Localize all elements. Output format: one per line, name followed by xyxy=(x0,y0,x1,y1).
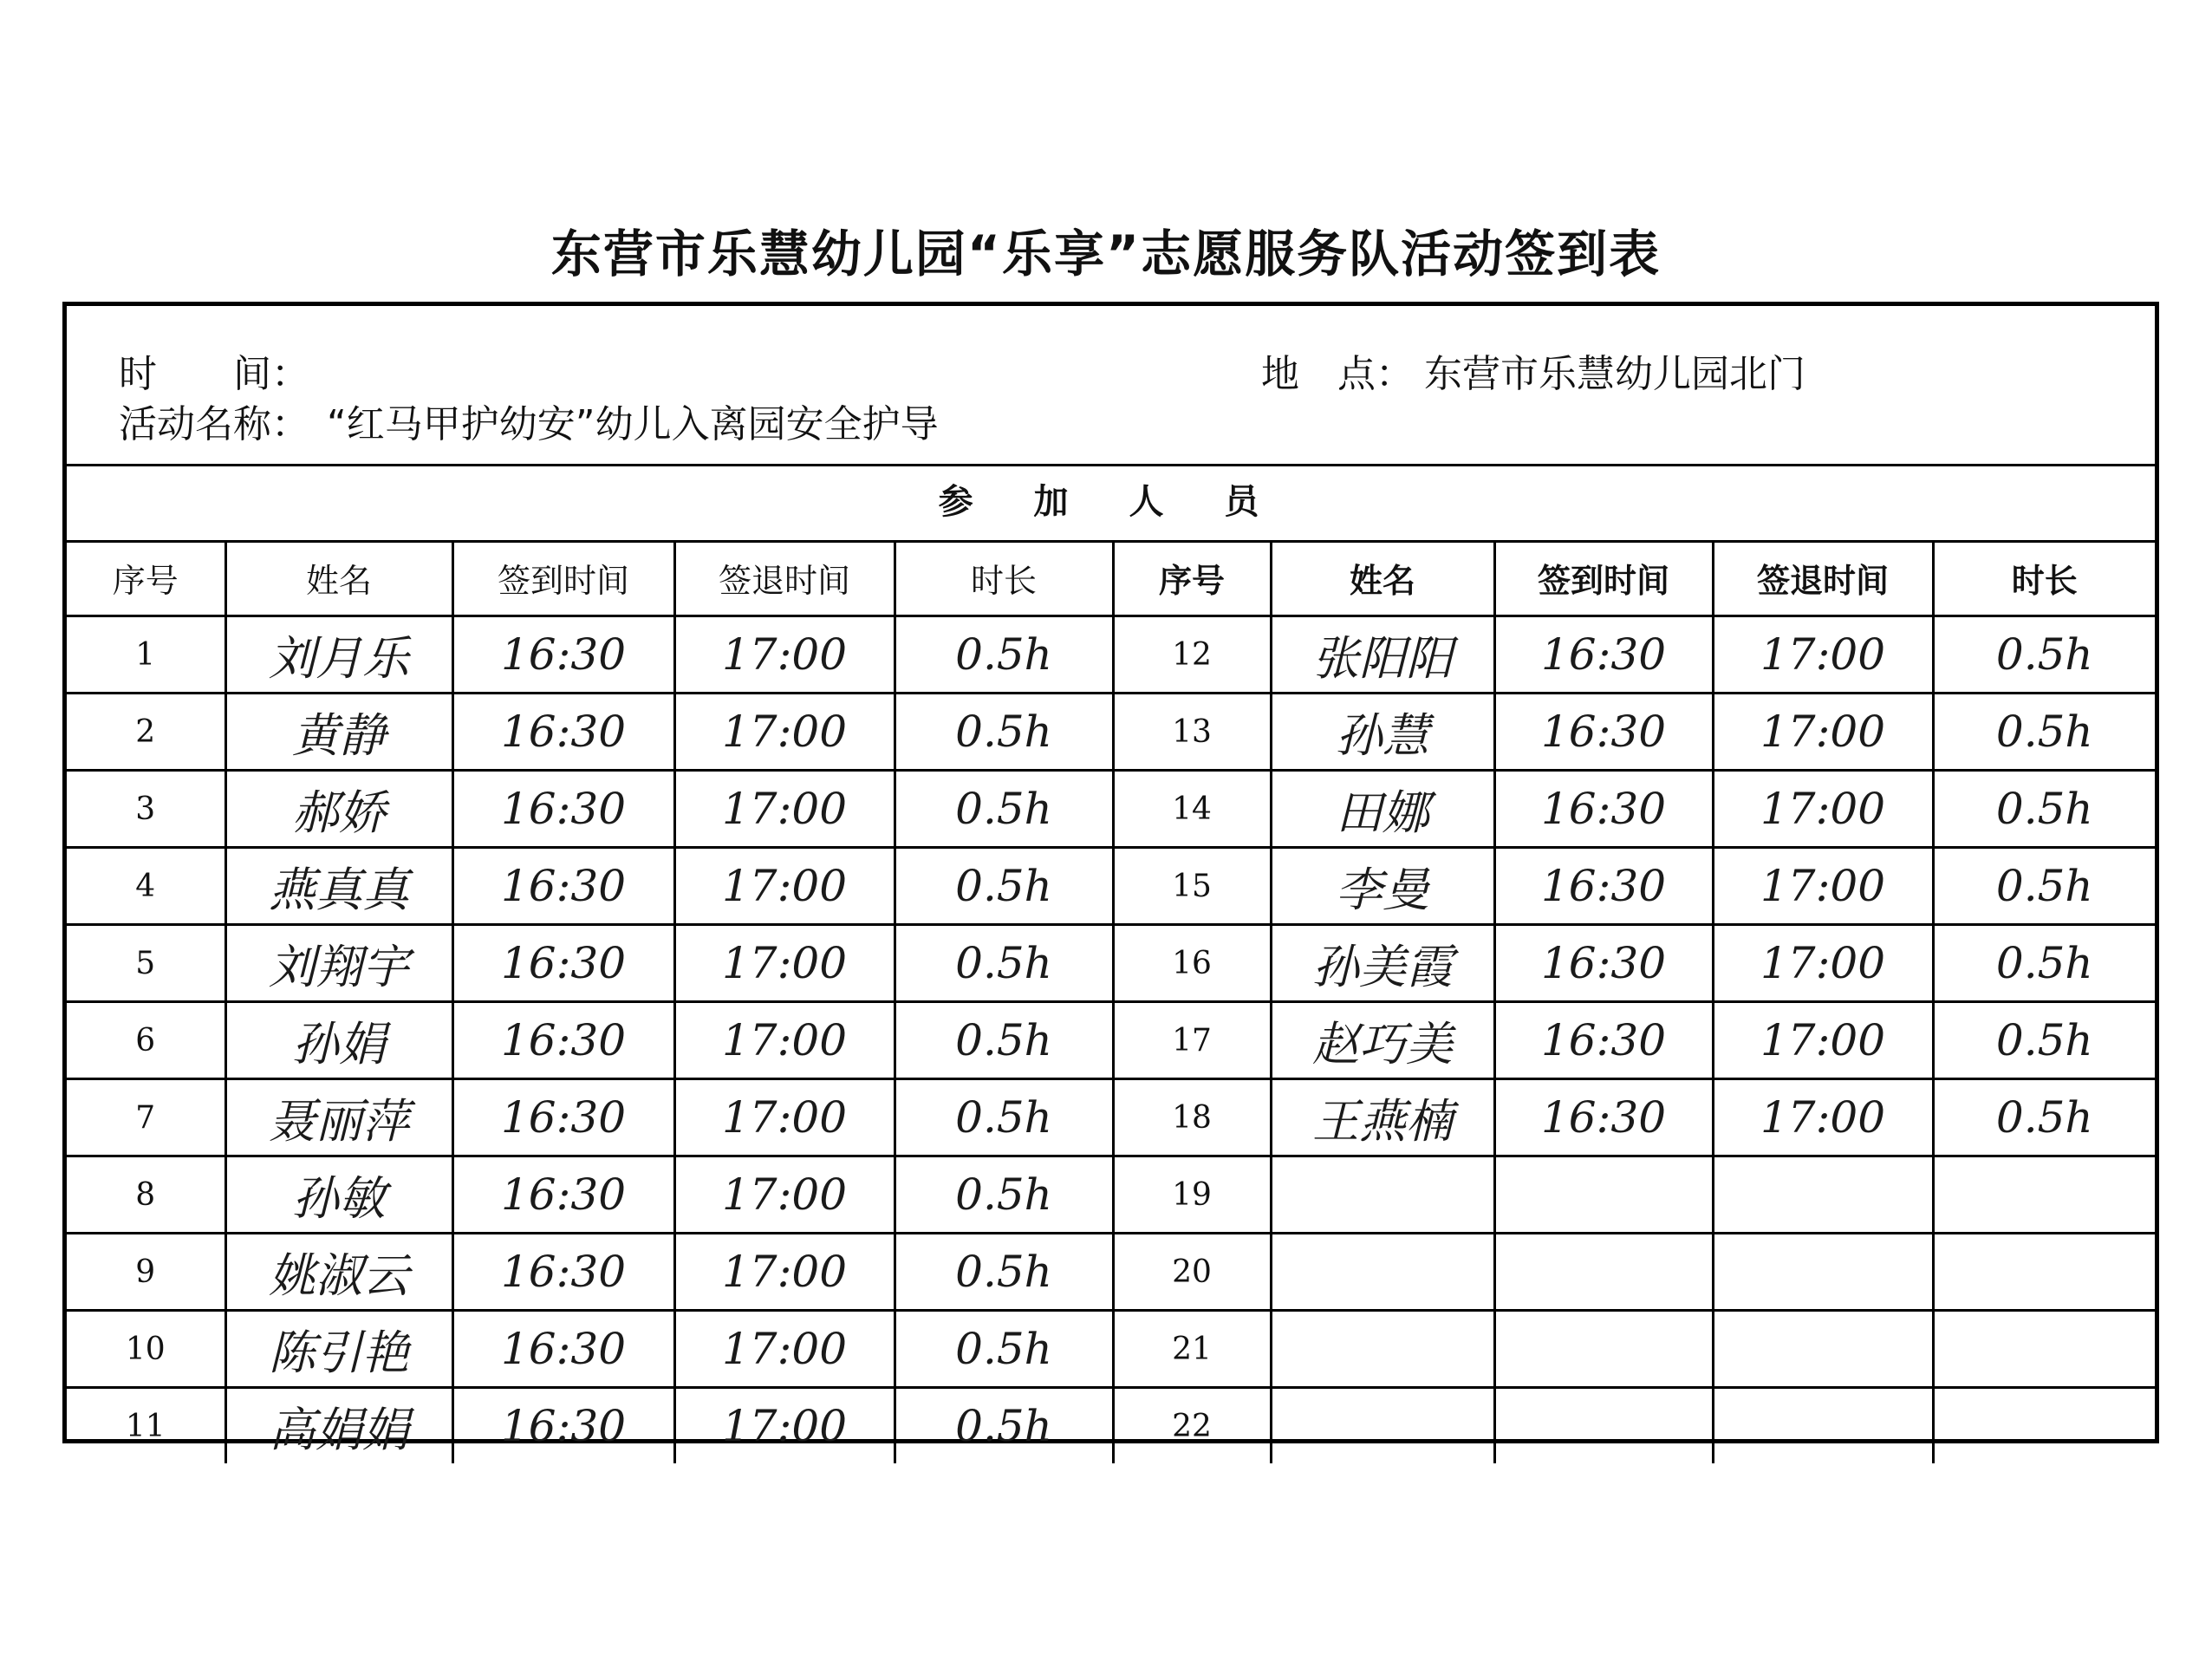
index-cell: 4 xyxy=(67,848,225,925)
index-cell-right: 22 xyxy=(1113,1388,1271,1464)
checkout-cell: 17:00 xyxy=(674,616,895,694)
name-cell-right: 王燕楠 xyxy=(1271,1079,1494,1156)
duration-cell: 0.5h xyxy=(895,1388,1113,1464)
index-cell-right: 19 xyxy=(1113,1156,1271,1234)
index-cell-right: 12 xyxy=(1113,616,1271,694)
index-cell-right: 17 xyxy=(1113,1002,1271,1079)
checkout-cell: 17:00 xyxy=(674,1156,895,1234)
duration-cell-right: 0.5h xyxy=(1933,616,2155,694)
checkin-cell: 16:30 xyxy=(452,1002,674,1079)
checkout-cell-right: 17:00 xyxy=(1713,848,1933,925)
name-cell-right: 孙慧 xyxy=(1271,694,1494,771)
checkin-cell: 16:30 xyxy=(452,1388,674,1464)
checkin-cell: 16:30 xyxy=(452,1156,674,1234)
checkout-cell-right xyxy=(1713,1388,1933,1464)
table-row xyxy=(67,1311,2155,1388)
index-cell-right: 21 xyxy=(1113,1311,1271,1388)
table-row xyxy=(67,1388,2155,1464)
duration-cell-right: 0.5h xyxy=(1933,1079,2155,1156)
index-cell: 2 xyxy=(67,694,225,771)
checkin-cell-right xyxy=(1494,1234,1713,1311)
checkout-cell: 17:00 xyxy=(674,1311,895,1388)
activity-info xyxy=(67,306,2155,466)
checkin-cell-right: 16:30 xyxy=(1494,771,1713,848)
duration-cell-right xyxy=(1933,1388,2155,1464)
index-cell: 8 xyxy=(67,1156,225,1234)
checkout-cell: 17:00 xyxy=(674,925,895,1002)
name-cell: 孙娟 xyxy=(225,1002,452,1079)
participants-header: 参 加 人 员 xyxy=(67,464,2155,543)
duration-cell: 0.5h xyxy=(895,616,1113,694)
duration-cell-right: 0.5h xyxy=(1933,925,2155,1002)
checkin-cell-right xyxy=(1494,1388,1713,1464)
duration-cell-right xyxy=(1933,1311,2155,1388)
table-row xyxy=(67,1234,2155,1311)
duration-cell: 0.5h xyxy=(895,694,1113,771)
checkin-cell-right: 16:30 xyxy=(1494,848,1713,925)
col-header-checkout: 签退时间 xyxy=(674,540,895,616)
col-header-index-2: 序号 xyxy=(1113,540,1271,616)
name-cell: 刘月乐 xyxy=(225,616,452,694)
checkin-cell-right: 16:30 xyxy=(1494,616,1713,694)
index-cell-right: 18 xyxy=(1113,1079,1271,1156)
index-cell-right: 13 xyxy=(1113,694,1271,771)
time-label: 时 间： xyxy=(119,352,309,396)
checkout-cell-right: 17:00 xyxy=(1713,616,1933,694)
table-row xyxy=(67,1156,2155,1234)
checkin-cell-right: 16:30 xyxy=(1494,1002,1713,1079)
checkin-cell: 16:30 xyxy=(452,1311,674,1388)
table-row xyxy=(67,694,2155,771)
checkin-cell-right: 16:30 xyxy=(1494,925,1713,1002)
duration-cell: 0.5h xyxy=(895,771,1113,848)
col-header-name: 姓名 xyxy=(225,540,452,616)
duration-cell: 0.5h xyxy=(895,925,1113,1002)
col-header-name-2: 姓名 xyxy=(1271,540,1494,616)
index-cell: 10 xyxy=(67,1311,225,1388)
duration-cell-right: 0.5h xyxy=(1933,1002,2155,1079)
duration-cell-right: 0.5h xyxy=(1933,848,2155,925)
checkout-cell-right: 17:00 xyxy=(1713,1079,1933,1156)
checkin-cell: 16:30 xyxy=(452,1079,674,1156)
table-row xyxy=(67,616,2155,694)
duration-cell: 0.5h xyxy=(895,848,1113,925)
name-cell: 陈引艳 xyxy=(225,1311,452,1388)
table-row xyxy=(67,1079,2155,1156)
name-cell: 刘翔宇 xyxy=(225,925,452,1002)
index-cell: 6 xyxy=(67,1002,225,1079)
checkout-cell-right: 17:00 xyxy=(1713,694,1933,771)
checkout-cell-right: 17:00 xyxy=(1713,925,1933,1002)
duration-cell-right xyxy=(1933,1234,2155,1311)
name-cell-right: 孙美霞 xyxy=(1271,925,1494,1002)
name-cell-right: 张阳阳 xyxy=(1271,616,1494,694)
signin-sheet xyxy=(62,302,2159,1457)
col-header-checkin: 签到时间 xyxy=(452,540,674,616)
document-title: 东营市乐慧幼儿园“乐享”志愿服务队活动签到表 xyxy=(550,225,1662,283)
col-header-duration-2: 时长 xyxy=(1933,540,2155,616)
checkout-cell: 17:00 xyxy=(674,1002,895,1079)
name-cell-right: 李曼 xyxy=(1271,848,1494,925)
name-cell-right: 赵巧美 xyxy=(1271,1002,1494,1079)
name-cell-right xyxy=(1271,1388,1494,1464)
name-cell: 孙敏 xyxy=(225,1156,452,1234)
duration-cell-right: 0.5h xyxy=(1933,771,2155,848)
name-cell: 黄静 xyxy=(225,694,452,771)
checkout-cell: 17:00 xyxy=(674,771,895,848)
checkout-cell: 17:00 xyxy=(674,1388,895,1464)
table-row xyxy=(67,771,2155,848)
checkin-cell: 16:30 xyxy=(452,616,674,694)
duration-cell-right xyxy=(1933,1156,2155,1234)
checkin-cell: 16:30 xyxy=(452,1234,674,1311)
checkout-cell: 17:00 xyxy=(674,1234,895,1311)
duration-cell: 0.5h xyxy=(895,1234,1113,1311)
name-cell: 郝娇 xyxy=(225,771,452,848)
col-header-checkin-2: 签到时间 xyxy=(1494,540,1713,616)
col-header-checkout-2: 签退时间 xyxy=(1713,540,1933,616)
duration-cell: 0.5h xyxy=(895,1079,1113,1156)
col-header-duration: 时长 xyxy=(895,540,1113,616)
index-cell: 9 xyxy=(67,1234,225,1311)
table-header-row xyxy=(67,540,2155,616)
activity-value: “红马甲护幼安”幼儿入离园安全护导 xyxy=(327,402,939,446)
name-cell-right: 田娜 xyxy=(1271,771,1494,848)
checkout-cell-right xyxy=(1713,1311,1933,1388)
checkout-cell-right xyxy=(1713,1156,1933,1234)
col-header-index: 序号 xyxy=(67,540,225,616)
checkin-cell: 16:30 xyxy=(452,925,674,1002)
checkout-cell: 17:00 xyxy=(674,848,895,925)
checkin-cell: 16:30 xyxy=(452,694,674,771)
checkout-cell-right: 17:00 xyxy=(1713,1002,1933,1079)
place-value: 东营市乐慧幼儿园北门 xyxy=(1424,352,1805,396)
name-cell-right xyxy=(1271,1234,1494,1311)
index-cell: 1 xyxy=(67,616,225,694)
duration-cell: 0.5h xyxy=(895,1156,1113,1234)
table-row xyxy=(67,1002,2155,1079)
index-cell: 7 xyxy=(67,1079,225,1156)
duration-cell-right: 0.5h xyxy=(1933,694,2155,771)
activity-label: 活动名称： xyxy=(119,402,309,446)
name-cell-right xyxy=(1271,1311,1494,1388)
checkin-cell: 16:30 xyxy=(452,771,674,848)
table-row xyxy=(67,848,2155,925)
checkout-cell: 17:00 xyxy=(674,694,895,771)
duration-cell: 0.5h xyxy=(895,1002,1113,1079)
signin-table xyxy=(67,540,2155,1463)
index-cell: 5 xyxy=(67,925,225,1002)
checkout-cell-right: 17:00 xyxy=(1713,771,1933,848)
name-cell: 燕真真 xyxy=(225,848,452,925)
checkout-cell: 17:00 xyxy=(674,1079,895,1156)
duration-cell: 0.5h xyxy=(895,1311,1113,1388)
index-cell-right: 16 xyxy=(1113,925,1271,1002)
place-label: 地 点： xyxy=(1261,352,1414,396)
checkout-cell-right xyxy=(1713,1234,1933,1311)
index-cell-right: 20 xyxy=(1113,1234,1271,1311)
checkin-cell-right: 16:30 xyxy=(1494,1079,1713,1156)
checkin-cell-right xyxy=(1494,1311,1713,1388)
checkin-cell-right: 16:30 xyxy=(1494,694,1713,771)
name-cell: 姚淑云 xyxy=(225,1234,452,1311)
checkin-cell-right xyxy=(1494,1156,1713,1234)
checkin-cell: 16:30 xyxy=(452,848,674,925)
name-cell-right xyxy=(1271,1156,1494,1234)
index-cell-right: 15 xyxy=(1113,848,1271,925)
name-cell: 聂丽萍 xyxy=(225,1079,452,1156)
index-cell-right: 14 xyxy=(1113,771,1271,848)
name-cell: 高娟娟 xyxy=(225,1388,452,1464)
index-cell: 3 xyxy=(67,771,225,848)
index-cell: 11 xyxy=(67,1388,225,1464)
table-row xyxy=(67,925,2155,1002)
